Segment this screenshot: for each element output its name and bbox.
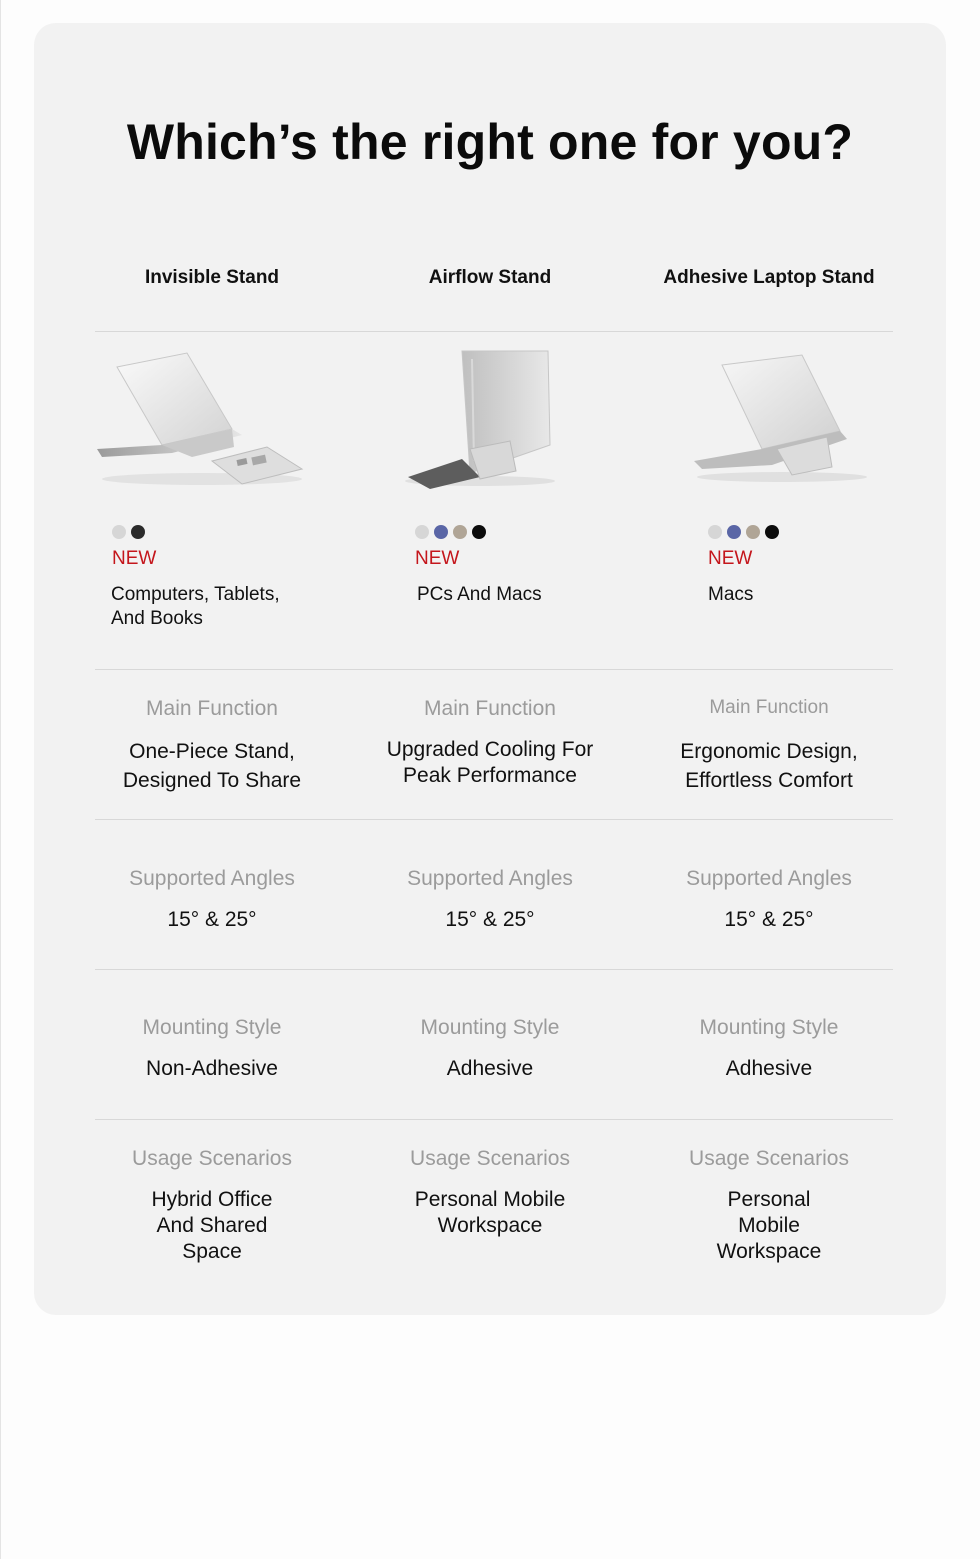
main-function-value: Ergonomic Design, Effortless Comfort bbox=[680, 740, 858, 792]
mounting-style-label: Mounting Style bbox=[420, 1016, 560, 1039]
main-function-value: One-Piece Stand, Designed To Share bbox=[122, 740, 302, 792]
row-divider bbox=[95, 331, 893, 332]
color-swatch-light-gray[interactable] bbox=[112, 525, 126, 539]
mounting-style-value: Adhesive bbox=[725, 1057, 813, 1080]
row-divider bbox=[95, 669, 893, 670]
mounting-style-value: Adhesive bbox=[446, 1057, 534, 1080]
mounting-style-label: Mounting Style bbox=[699, 1016, 839, 1039]
mounting-style-label: Mounting Style bbox=[142, 1016, 282, 1039]
compatibility-text: Macs bbox=[708, 584, 754, 605]
compatibility-text: Computers, Tablets, And Books bbox=[111, 584, 280, 629]
page-edge-rule bbox=[0, 0, 1, 1559]
color-swatch-dark-gray[interactable] bbox=[131, 525, 145, 539]
row-divider bbox=[95, 1119, 893, 1120]
usage-scenarios-label: Usage Scenarios bbox=[132, 1147, 292, 1170]
usage-scenarios-label: Usage Scenarios bbox=[689, 1147, 849, 1170]
row-divider bbox=[95, 819, 893, 820]
supported-angles-label: Supported Angles bbox=[129, 867, 295, 890]
color-swatch-black[interactable] bbox=[765, 525, 779, 539]
color-swatch-taupe[interactable] bbox=[453, 525, 467, 539]
usage-scenarios-label: Usage Scenarios bbox=[410, 1147, 570, 1170]
usage-scenarios-value: Personal Mobile Workspace bbox=[716, 1188, 822, 1263]
main-function-label: Main Function bbox=[709, 697, 829, 718]
laptop-stand-image[interactable] bbox=[400, 349, 620, 489]
main-function-value: Upgraded Cooling For Peak Performance bbox=[386, 738, 594, 787]
column-header-adhesive-laptop-stand: Adhesive Laptop Stand bbox=[663, 267, 875, 288]
page-title: Which’s the right one for you? bbox=[126, 114, 854, 170]
supported-angles-label: Supported Angles bbox=[686, 867, 852, 890]
color-swatches bbox=[415, 525, 486, 539]
color-swatch-light-gray[interactable] bbox=[415, 525, 429, 539]
laptop-stand-image[interactable] bbox=[92, 349, 312, 489]
row-divider bbox=[95, 969, 893, 970]
color-swatches bbox=[708, 525, 779, 539]
color-swatch-black[interactable] bbox=[472, 525, 486, 539]
column-header-invisible-stand: Invisible Stand bbox=[144, 267, 280, 288]
color-swatches bbox=[112, 525, 145, 539]
supported-angles-value: 15° & 25° bbox=[724, 908, 814, 931]
color-swatch-blue[interactable] bbox=[727, 525, 741, 539]
usage-scenarios-value: Personal Mobile Workspace bbox=[414, 1188, 566, 1237]
color-swatch-taupe[interactable] bbox=[746, 525, 760, 539]
main-function-label: Main Function bbox=[424, 697, 556, 720]
new-badge: NEW bbox=[708, 548, 753, 569]
new-badge: NEW bbox=[112, 548, 157, 569]
compatibility-text: PCs And Macs bbox=[417, 584, 542, 605]
color-swatch-blue[interactable] bbox=[434, 525, 448, 539]
laptop-stand-image[interactable] bbox=[682, 349, 902, 489]
new-badge: NEW bbox=[415, 548, 460, 569]
supported-angles-label: Supported Angles bbox=[407, 867, 573, 890]
column-header-airflow-stand: Airflow Stand bbox=[428, 267, 552, 288]
mounting-style-value: Non-Adhesive bbox=[146, 1057, 278, 1080]
usage-scenarios-value: Hybrid Office And Shared Space bbox=[151, 1188, 273, 1263]
color-swatch-light-gray[interactable] bbox=[708, 525, 722, 539]
comparison-card bbox=[34, 23, 946, 1315]
supported-angles-value: 15° & 25° bbox=[167, 908, 257, 931]
supported-angles-value: 15° & 25° bbox=[445, 908, 535, 931]
main-function-label: Main Function bbox=[146, 697, 278, 720]
